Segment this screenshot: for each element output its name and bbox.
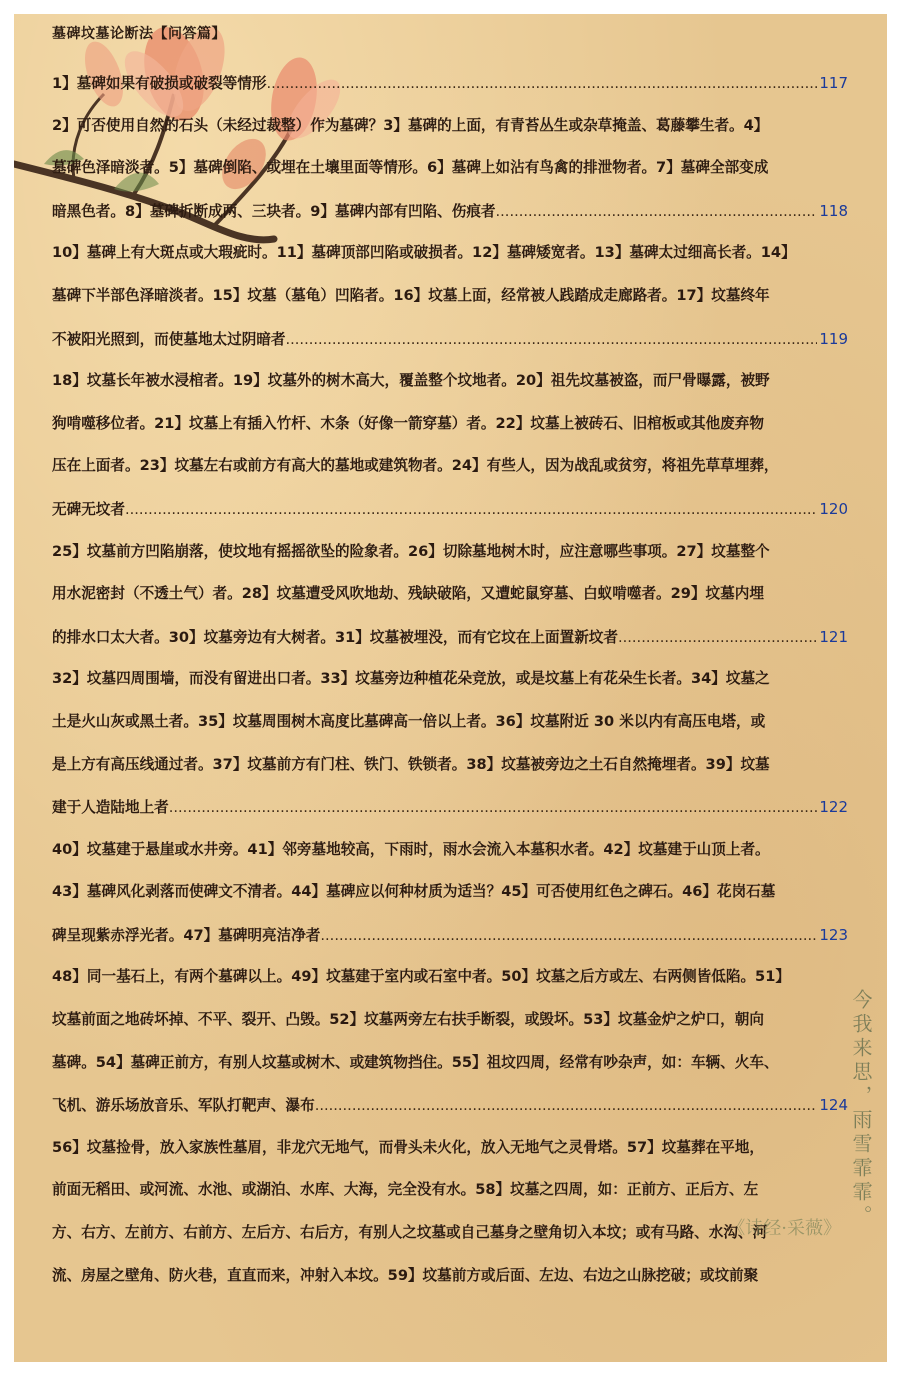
toc-text-line: 48】同一基石上，有两个墓碑以上。49】坟墓建于室内或石室中者。50】坟墓之后方或左、右两侧皆低陷。51】 xyxy=(52,968,790,986)
page-number[interactable]: 119 xyxy=(819,329,848,348)
page-number[interactable]: 118 xyxy=(819,201,848,220)
toc-entry-line xyxy=(52,914,848,957)
toc-entry-text: 不被阳光照到，而使墓地太过阴暗者 xyxy=(52,330,286,348)
toc-text-line: 压在上面者。23】坟墓左右或前方有高大的墓地或建筑物者。24】有些人，因为战乱或贫穷，将祖先草草埋葬， xyxy=(52,457,779,475)
toc-text-line: 18】坟墓长年被水浸棺者。19】坟墓外的树木高大，覆盖整个坟地者。20】祖先坟墓被盗，而尸骨曝露，被野 xyxy=(52,372,770,390)
toc-text-line: 坟墓前面之地砖坏掉、不平、裂开、凸毁。52】坟墓两旁左右扶手断裂，或毁坏。53】坟墓金炉之炉口，朝向 xyxy=(52,1011,764,1029)
dot-leader xyxy=(496,191,818,233)
toc-text-line: 40】坟墓建于悬崖或水井旁。41】邻旁墓地较高，下雨时，雨水会流入本墓积水者。42】坟墓建于山顶上者。 xyxy=(52,840,770,858)
toc-text-line: 56】坟墓捡骨，放入家族性墓眉，非龙穴无地气，而骨头未火化，放入无地气之灵骨塔。57】坟墓葬在平地， xyxy=(52,1138,764,1156)
toc-entry-line xyxy=(52,1084,848,1127)
dot-leader xyxy=(315,1085,818,1127)
toc-text-line: 是上方有高压线通过者。37】坟墓前方有门柱、铁门、铁锁者。38】坟墓被旁边之土石自然掩埋者。39】坟墓 xyxy=(52,755,770,773)
dot-leader xyxy=(169,787,818,829)
poem-source-seal: 《诗经·采薇》 xyxy=(727,1218,841,1239)
toc-entry-text: 无碑无坟者 xyxy=(52,500,125,518)
toc-entry-text: 飞机、游乐场放音乐、军队打靶声、瀑布 xyxy=(52,1097,315,1115)
side-poem-calligraphy: 今我来思，雨雪霏霏。 xyxy=(849,989,873,1229)
page-number[interactable]: 123 xyxy=(819,925,848,944)
toc-text-line: 流、房屋之壁角、防火巷，直直而来，冲射入本坟。59】坟墓前方或后面、左边、右边之山脉挖破；或坟前聚 xyxy=(52,1266,759,1284)
toc-text-line: 43】墓碑风化剥落而使碑文不清者。44】墓碑应以何种材质为适当？45】可否使用红色之碑石。46】花岗石墓 xyxy=(52,883,776,901)
toc-text-line: 墓碑下半部色泽暗淡者。15】坟墓（墓龟）凹陷者。16】坟墓上面，经常被人践踏成走廊路者。17】坟墓终年 xyxy=(52,286,770,304)
toc-content xyxy=(52,62,848,1297)
toc-text-line: 前面无稻田、或河流、水池、或湖泊、水库、大海，完全没有水。58】坟墓之四周，如：正前方、正后方、左 xyxy=(52,1181,759,1199)
toc-entry-line xyxy=(52,616,848,659)
toc-entry-text: 建于人造陆地上者 xyxy=(52,799,169,817)
document-title: 墓碑坟墓论断法【问答篇】 xyxy=(52,26,226,42)
toc-text-line: 32】坟墓四周围墙，而没有留进出口者。33】坟墓旁边种植花朵竞放，或是坟墓上有花朵生长者。34】坟墓之 xyxy=(52,670,770,688)
dot-leader xyxy=(286,319,818,361)
toc-entry-line xyxy=(52,190,848,233)
dot-leader xyxy=(618,617,817,659)
toc-entry-line xyxy=(52,318,848,361)
page-number[interactable]: 121 xyxy=(819,627,848,646)
page-number[interactable]: 120 xyxy=(819,499,848,518)
toc-text-line: 用水泥密封（不透土气）者。28】坟墓遭受风吹地劫、残缺破陷，又遭蛇鼠穿墓、白蚁啃噬者。29】坟墓内埋 xyxy=(52,585,764,603)
document-page xyxy=(14,14,887,1362)
dot-leader xyxy=(266,63,817,105)
toc-entry-text: 暗黑色者。8】墓碑折断成两、三块者。9】墓碑内部有凹陷、伤痕者 xyxy=(52,202,496,220)
toc-text-line: 10】墓碑上有大斑点或大瑕疵时。11】墓碑顶部凹陷或破损者。12】墓碑矮宽者。13】墓碑太过细高长者。14】 xyxy=(52,244,796,262)
toc-entry-line xyxy=(52,62,848,105)
toc-text-line: 方、右方、左前方、右前方、左后方、右后方，有别人之坟墓或自己墓身之壁角切入本坟；或有马路、水沟、河 xyxy=(52,1224,768,1242)
toc-entry-text: 1】墓碑如果有破损或破裂等情形 xyxy=(52,75,267,92)
toc-text-line: 2】可否使用自然的石头（未经过裁整）作为墓碑？3】墓碑的上面，有青苔丛生或杂草掩盖、葛藤攀生者。4】 xyxy=(52,116,769,134)
toc-text-line: 狗啃噬移位者。21】坟墓上有插入竹杆、木条（好像一箭穿墓）者。22】坟墓上被砖石、旧棺板或其他废弃物 xyxy=(52,414,764,432)
toc-text-line: 墓碑。54】墓碑正前方，有别人坟墓或树木、或建筑物挡住。55】祖坟四周，经常有吵杂声，如：车辆、火车、 xyxy=(52,1053,779,1071)
dot-leader xyxy=(125,489,817,531)
toc-entry-text: 碑呈现紫赤浮光者。47】墓碑明亮洁净者 xyxy=(52,926,321,944)
toc-text-line: 25】坟墓前方凹陷崩落，使坟地有摇摇欲坠的险象者。26】切除墓地树木时，应注意哪些事项。27】坟墓整个 xyxy=(52,542,770,560)
toc-text-line: 墓碑色泽暗淡者。5】墓碑倒陷、或埋在土壤里面等情形。6】墓碑上如沾有鸟禽的排泄物者。7】墓碑全部变成 xyxy=(52,159,769,177)
page-number[interactable]: 122 xyxy=(819,798,848,817)
dot-leader xyxy=(320,915,817,957)
toc-entry-line xyxy=(52,488,848,531)
toc-entry-line xyxy=(52,786,848,829)
toc-entry-text: 的排水口太大者。30】坟墓旁边有大树者。31】坟墓被埋没，而有它坟在上面置新坟者 xyxy=(52,628,618,646)
page-number[interactable]: 117 xyxy=(819,74,848,92)
toc-text-line: 土是火山灰或黑土者。35】坟墓周围树木高度比墓碑高一倍以上者。36】坟墓附近 30 米以内有高压电塔，或 xyxy=(52,712,766,730)
page-number[interactable]: 124 xyxy=(819,1096,848,1115)
